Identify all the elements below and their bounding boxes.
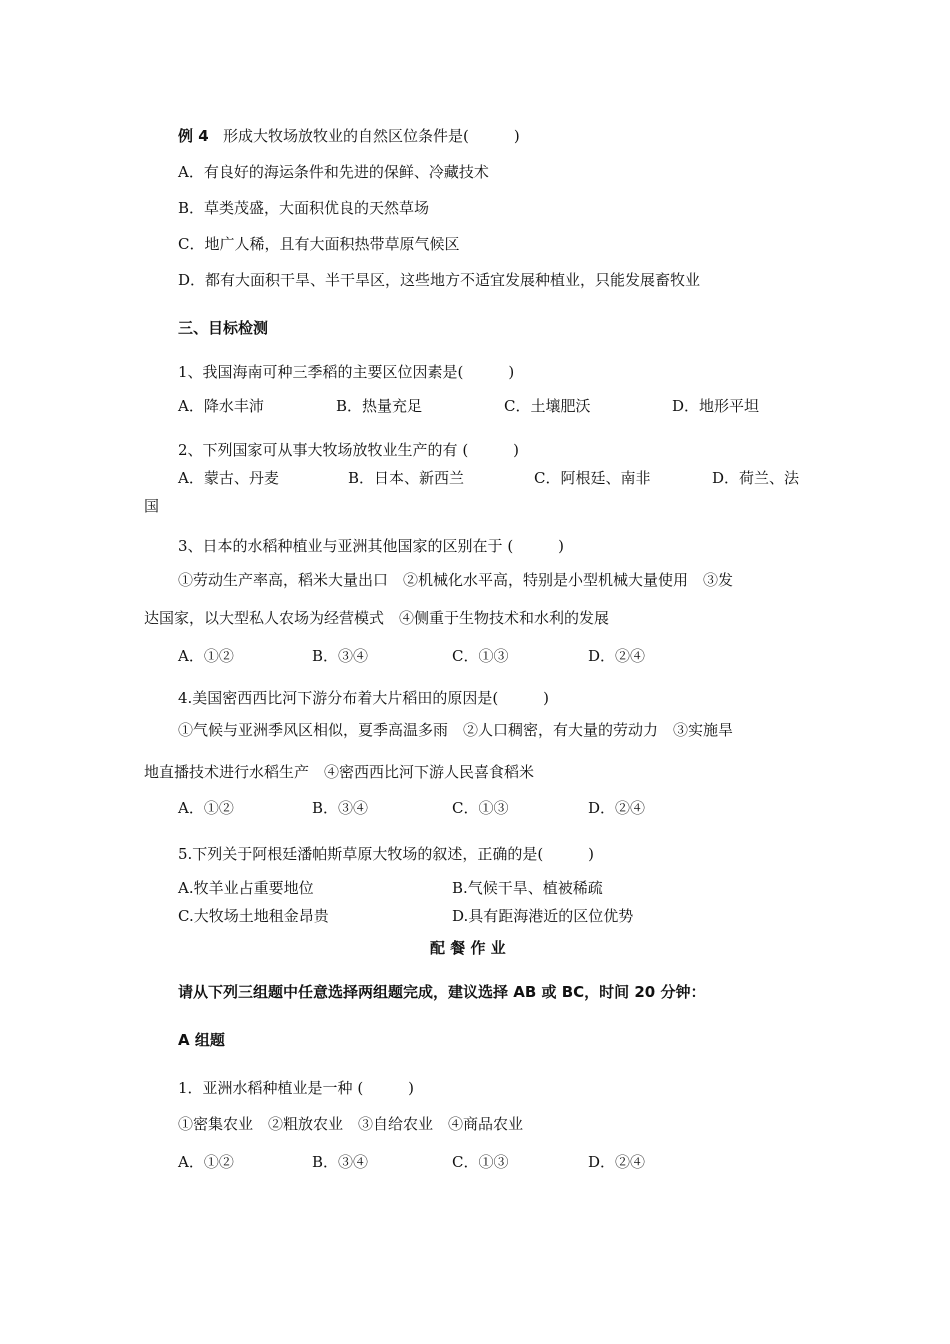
- group-a-title: A 组题: [178, 1031, 225, 1049]
- q5-option-d: D.具有距海港近的区位优势: [452, 907, 634, 925]
- q4-question: 4.美国密西西比河下游分布着大片稻田的原因是( ): [178, 689, 550, 707]
- example-4-option-a: A．有良好的海运条件和先进的保鲜、冷藏技术: [178, 163, 489, 181]
- group-a-q1-option-d: D．②④: [588, 1153, 646, 1171]
- example-4-option-c: C．地广人稀，且有大面积热带草原气候区: [178, 235, 460, 253]
- homework-title: 配 餐 作 业: [430, 939, 506, 957]
- q5-option-c: C.大牧场土地租金昂贵: [178, 907, 329, 925]
- q1-question: 1、我国海南可种三季稻的主要区位因素是( ): [178, 363, 515, 381]
- q3-statements-line1: ①劳动生产率高，稻米大量出口 ②机械化水平高，特别是小型机械大量使用 ③发: [178, 571, 734, 589]
- q4-option-b: B．③④: [312, 799, 369, 817]
- q2-option-d: D．荷兰、法: [712, 469, 800, 487]
- group-a-q1-question: 1．亚洲水稻种植业是一种 ( ): [178, 1079, 415, 1097]
- q2-option-a: A．蒙古、丹麦: [178, 469, 279, 487]
- q2-option-c: C．阿根廷、南非: [534, 469, 651, 487]
- group-a-q1-option-a: A．①②: [178, 1153, 234, 1171]
- q4-statements-line1: ①气候与亚洲季风区相似，夏季高温多雨 ②人口稠密，有大量的劳动力 ③实施旱: [178, 721, 734, 739]
- q4-option-c: C．①③: [452, 799, 509, 817]
- q3-option-c: C．①③: [452, 647, 509, 665]
- homework-instruction: 请从下列三组题中任意选择两组题完成，建议选择 AB 或 BC，时间 20 分钟：: [178, 983, 706, 1001]
- example-4-option-b: B．草类茂盛，大面积优良的天然草场: [178, 199, 430, 217]
- q2-option-b: B．日本、新西兰: [348, 469, 465, 487]
- q5-question: 5.下列关于阿根廷潘帕斯草原大牧场的叙述，正确的是( ): [178, 845, 595, 863]
- q3-question: 3、日本的水稻种植业与亚洲其他国家的区别在于 ( ): [178, 537, 565, 555]
- example-label: 例 4: [178, 127, 209, 145]
- example-4-question: [178, 126, 520, 146]
- group-a-q1-option-c: C．①③: [452, 1153, 509, 1171]
- q3-option-d: D．②④: [588, 647, 646, 665]
- q2-question: 2、下列国家可从事大牧场放牧业生产的有 ( ): [178, 441, 520, 459]
- example-4-option-d: D．都有大面积干旱、半干旱区，这些地方不适宜发展种植业，只能发展畜牧业: [178, 271, 701, 289]
- q1-option-c: C．土壤肥沃: [504, 397, 591, 415]
- q1-option-a: A．降水丰沛: [178, 397, 264, 415]
- q3-option-b: B．③④: [312, 647, 369, 665]
- q5-option-b: B.气候干旱、植被稀疏: [452, 879, 603, 897]
- q1-option-d: D．地形平坦: [672, 397, 760, 415]
- group-a-q1-statements: ①密集农业 ②粗放农业 ③自给农业 ④商品农业: [178, 1115, 524, 1133]
- section-title: 三、目标检测: [178, 319, 269, 337]
- q3-option-a: A．①②: [178, 647, 234, 665]
- q4-option-a: A．①②: [178, 799, 234, 817]
- q5-option-a: A.牧羊业占重要地位: [178, 879, 314, 897]
- q4-statements-line2: 地直播技术进行水稻生产 ④密西西比河下游人民喜食稻米: [144, 763, 535, 781]
- q1-option-b: B．热量充足: [336, 397, 423, 415]
- group-a-q1-option-b: B．③④: [312, 1153, 369, 1171]
- q4-option-d: D．②④: [588, 799, 646, 817]
- q3-statements-line2: 达国家，以大型私人农场为经营模式 ④侧重于生物技术和水利的发展: [144, 609, 610, 627]
- example-question-text: 形成大牧场放牧业的自然区位条件是( ): [222, 127, 520, 145]
- q2-option-d-wrap: 国: [144, 497, 160, 515]
